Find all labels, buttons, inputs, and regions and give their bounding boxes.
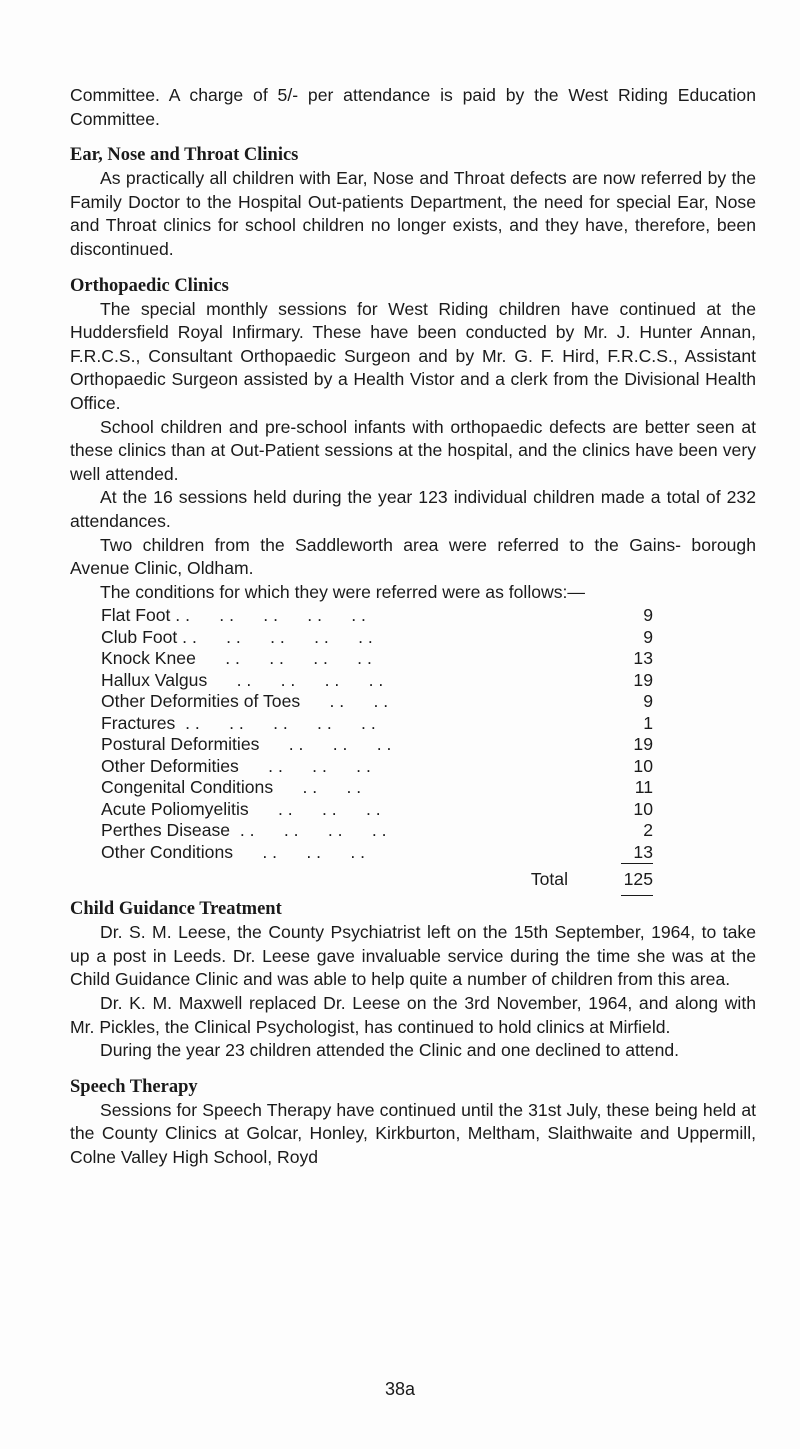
condition-row bbox=[101, 713, 653, 735]
condition-label: Other Deformities of Toes . . . . bbox=[101, 691, 389, 712]
condition-count: 13 bbox=[633, 648, 653, 669]
condition-count: 19 bbox=[633, 734, 653, 755]
condition-row bbox=[101, 777, 653, 799]
condition-row bbox=[101, 691, 653, 713]
condition-label: Knock Knee . . . . . . . . bbox=[101, 648, 372, 669]
total-value: 125 bbox=[623, 869, 653, 890]
total-label: Total bbox=[530, 869, 568, 890]
condition-label: Perthes Disease . . . . . . . . bbox=[101, 820, 387, 841]
child-guidance-paragraph-3: During the year 23 children attended the Clinic and one declined to attend. bbox=[100, 1040, 680, 1061]
condition-label: Postural Deformities . . . . . . bbox=[101, 734, 392, 755]
ent-clinics-heading: Ear, Nose and Throat Clinics bbox=[70, 145, 299, 166]
orthopaedic-paragraph-5: The conditions for which they were referred were as follows:— bbox=[100, 581, 586, 602]
condition-row bbox=[101, 605, 653, 627]
condition-row bbox=[101, 820, 653, 842]
condition-count: 1 bbox=[643, 712, 653, 733]
condition-row bbox=[101, 734, 653, 756]
condition-label: Other Deformities . . . . . . bbox=[101, 755, 371, 776]
opening-paragraph: Committee. A charge of 5/- per attendance is paid by the West Riding Education Committee. bbox=[70, 85, 756, 129]
total-row bbox=[101, 867, 653, 891]
total-rule-top bbox=[621, 863, 653, 864]
condition-row bbox=[101, 627, 653, 649]
orthopaedic-clinics-heading: Orthopaedic Clinics bbox=[70, 275, 229, 296]
condition-row bbox=[101, 648, 653, 670]
condition-count: 11 bbox=[634, 777, 653, 798]
condition-row bbox=[101, 799, 653, 821]
condition-count: 9 bbox=[643, 626, 653, 647]
condition-label: Flat Foot . . . . . . . . . . bbox=[101, 605, 366, 626]
condition-count: 10 bbox=[633, 798, 653, 819]
page-number: 38a bbox=[384, 1379, 416, 1399]
orthopaedic-paragraph-1: The special monthly sessions for West Riding children have continued at the Huddersfield Royal Infirmary. These have been conducted by Mr. J. Hunter Annan, F.R.C.S., Consultant Orthopaedic Surgeon and by Mr. G. F. Hird, F.R.C.S., Assistant Orthopaedic Surgeon assisted by a Health Vistor and a clerk from the Divisional Health Office. bbox=[70, 298, 756, 413]
condition-row bbox=[101, 842, 653, 864]
condition-row bbox=[101, 670, 653, 692]
condition-label: Congenital Conditions . . . . bbox=[101, 777, 362, 798]
orthopaedic-paragraph-3: At the 16 sessions held during the year 123 individual children made a total of 232 attendances. bbox=[70, 487, 756, 531]
condition-count: 10 bbox=[633, 755, 653, 776]
condition-count: 9 bbox=[643, 605, 653, 626]
condition-count: 19 bbox=[633, 669, 653, 690]
orthopaedic-paragraph-4: Two children from the Saddleworth area were referred to the Gains- borough Avenue Clinic, Oldham. bbox=[70, 534, 756, 579]
child-guidance-heading: Child Guidance Treatment bbox=[70, 899, 282, 920]
condition-count: 9 bbox=[643, 691, 653, 712]
document-page bbox=[70, 84, 756, 1170]
condition-label: Other Conditions . . . . . . bbox=[101, 841, 366, 862]
condition-count: 2 bbox=[643, 820, 653, 841]
speech-therapy-heading: Speech Therapy bbox=[70, 1076, 198, 1097]
condition-count: 13 bbox=[633, 841, 653, 862]
conditions-rows bbox=[101, 605, 653, 863]
ent-clinics-paragraph: As practically all children with Ear, Nose and Throat defects are now referred by the Family Doctor to the Hospital Out-patients Department, the need for special Ear, Nose and Throat clinics for school children no longer exists, and they have, therefore, been discontinued. bbox=[70, 168, 756, 259]
condition-label: Club Foot . . . . . . . . . . bbox=[101, 626, 373, 647]
total-rule-bottom bbox=[621, 895, 653, 896]
conditions-table bbox=[101, 605, 653, 896]
child-guidance-paragraph-1: Dr. S. M. Leese, the County Psychiatrist left on the 15th September, 1964, to take up a post in Leeds. Dr. Leese gave invaluable service during the time she was at the Child Guidance Clinic and was able to help quite a number of children from this area. bbox=[70, 922, 756, 990]
child-guidance-paragraph-2: Dr. K. M. Maxwell replaced Dr. Leese on the 3rd November, 1964, and along with Mr. Pickles, the Clinical Psychologist, has continued to hold clinics at Mirfield. bbox=[70, 993, 756, 1037]
condition-row bbox=[101, 756, 653, 778]
condition-label: Hallux Valgus . . . . . . . . bbox=[101, 669, 384, 690]
orthopaedic-paragraph-2: School children and pre-school infants with orthopaedic defects are better seen at these clinics than at Out-Patient sessions at the hospital, and the clinics have been very well attended. bbox=[70, 416, 756, 484]
condition-label: Fractures . . . . . . . . . . bbox=[101, 712, 376, 733]
speech-therapy-paragraph: Sessions for Speech Therapy have continued until the 31st July, these being held at the County Clinics at Golcar, Honley, Kirkburton, Meltham, Slaithwaite and Uppermill, Colne Valley High School, Royd bbox=[70, 1099, 756, 1168]
condition-label: Acute Poliomyelitis . . . . . . bbox=[101, 798, 381, 819]
